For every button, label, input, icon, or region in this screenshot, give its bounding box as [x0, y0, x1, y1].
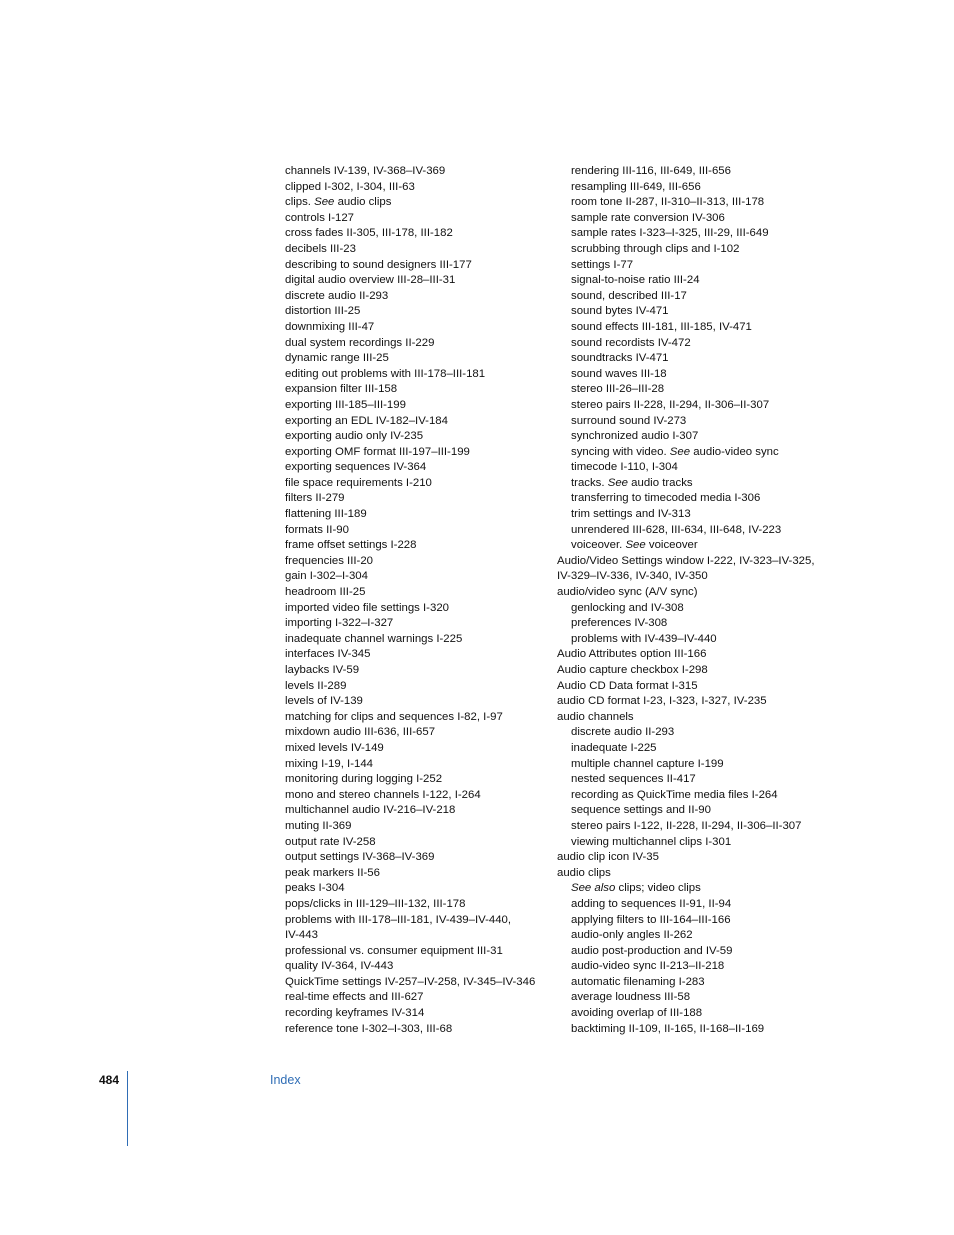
index-entry-text: interfaces IV-345 — [285, 648, 371, 661]
index-entry-text: sound bytes IV-471 — [571, 305, 669, 318]
index-entry-text: backtiming II-109, II-165, II-168–II-169 — [571, 1022, 765, 1035]
index-entry-text: synchronized audio I-307 — [571, 430, 699, 443]
index-entry — [285, 195, 547, 211]
index-entry-text: stereo pairs II-228, II-294, II-306–II-307 — [571, 398, 770, 411]
footer-divider — [127, 1071, 128, 1146]
index-entry-text: exporting an EDL IV-182–IV-184 — [285, 414, 448, 427]
index-entry-text: exporting sequences IV-364 — [285, 461, 427, 474]
index-entry — [285, 663, 547, 679]
index-entry — [557, 741, 832, 757]
index-entry — [285, 835, 547, 851]
index-entry — [557, 320, 832, 336]
index-entry-text: matching for clips and sequences I-82, I-97 — [285, 710, 503, 723]
index-entry-text: Audio CD Data format I-315 — [557, 679, 698, 692]
index-entry — [285, 975, 547, 991]
index-entry — [285, 164, 547, 180]
index-entry-text: audio-video sync II-213–II-218 — [571, 960, 725, 973]
index-entry-text: frame offset settings I-228 — [285, 539, 417, 552]
index-entry — [557, 928, 832, 944]
index-entry — [285, 757, 547, 773]
index-entry-text: sound effects III-181, III-185, IV-471 — [571, 320, 752, 333]
index-entry-text: room tone II-287, II-310–II-313, III-178 — [571, 196, 765, 209]
index-entry-text: adding to sequences II-91, II-94 — [571, 897, 732, 910]
index-entry — [557, 273, 832, 289]
index-entry-text: problems with III-178–III-181, IV-439–IV-440, — [285, 913, 512, 926]
index-entry — [285, 523, 547, 539]
index-entry-text: clipped I-302, I-304, III-63 — [285, 180, 415, 193]
index-entry — [557, 632, 832, 648]
index-entry — [285, 569, 547, 585]
index-entry-text: syncing with video. — [571, 445, 670, 458]
index-entry-text: reference tone I-302–I-303, III-68 — [285, 1022, 453, 1035]
index-entry — [557, 476, 832, 492]
index-entry — [557, 601, 832, 617]
index-entry-text: audio clip icon IV-35 — [557, 851, 659, 864]
index-entry-text: audio CD format I-23, I-323, I-327, IV-235 — [557, 695, 767, 708]
index-entry-text: avoiding overlap of III-188 — [571, 1007, 703, 1020]
index-entry-text: exporting III-185–III-199 — [285, 398, 406, 411]
index-entry — [285, 507, 547, 523]
index-entry — [557, 367, 832, 383]
index-entry-text: formats II-90 — [285, 523, 349, 536]
index-entry — [557, 226, 832, 242]
index-entry-text: automatic filenaming I-283 — [571, 975, 705, 988]
index-entry-text: importing I-322–I-327 — [285, 617, 394, 630]
index-entry — [557, 1006, 832, 1022]
index-entry — [285, 336, 547, 352]
index-entry-text: pops/clicks in III-129–III-132, III-178 — [285, 897, 466, 910]
index-entry — [557, 258, 832, 274]
index-entry-text: exporting audio only IV-235 — [285, 430, 424, 443]
index-entry — [285, 866, 547, 882]
index-entry — [285, 585, 547, 601]
index-entry-text: inadequate I-225 — [571, 741, 657, 754]
index-entry-text: exporting OMF format III-197–III-199 — [285, 445, 470, 458]
index-entry — [285, 803, 547, 819]
index-entry-text: trim settings and IV-313 — [571, 508, 691, 521]
index-entry — [285, 913, 547, 929]
index-entry-text: Audio capture checkbox I-298 — [557, 664, 708, 676]
index-entry-text: peaks I-304 — [285, 882, 345, 895]
index-entry-text: unrendered III-628, III-634, III-648, IV-223 — [571, 523, 782, 536]
index-entry-text: scrubbing through clips and I-102 — [571, 242, 740, 255]
index-entry-text: rendering III-116, III-649, III-656 — [571, 165, 731, 177]
page-number: 484 — [99, 1073, 120, 1087]
index-entry — [557, 211, 832, 227]
cross-reference-target: voiceover — [645, 539, 698, 552]
index-entry — [285, 897, 547, 913]
index-entry — [285, 1006, 547, 1022]
index-entry-text: sound, described III-17 — [571, 289, 687, 302]
index-entry — [557, 990, 832, 1006]
index-entry-text: multiple channel capture I-199 — [571, 757, 724, 770]
index-entry — [557, 913, 832, 929]
index-entry-text: digital audio overview III-28–III-31 — [285, 274, 456, 287]
index-entry-text: mono and stereo channels I-122, I-264 — [285, 788, 481, 801]
index-entry-text: problems with IV-439–IV-440 — [571, 632, 717, 645]
index-entry — [285, 414, 547, 430]
index-entry — [285, 632, 547, 648]
index-entry — [285, 788, 547, 804]
cross-reference-target: audio-video sync — [690, 445, 779, 458]
index-entry-text: mixdown audio III-636, III-657 — [285, 726, 436, 739]
index-entry — [285, 944, 547, 960]
index-entry-text: expansion filter III-158 — [285, 383, 398, 396]
index-entry — [557, 585, 832, 601]
index-entry — [285, 928, 547, 944]
index-entry — [557, 897, 832, 913]
index-column-right — [557, 164, 832, 1037]
index-entry — [285, 741, 547, 757]
index-entry — [557, 336, 832, 352]
index-entry — [557, 647, 832, 663]
index-entry — [557, 975, 832, 991]
index-entry-text: QuickTime settings IV-257–IV-258, IV-345–IV-346 — [285, 975, 536, 988]
index-entry — [557, 460, 832, 476]
index-entry-text: output rate IV-258 — [285, 835, 376, 848]
index-entry-text: applying filters to III-164–III-166 — [571, 913, 731, 926]
index-entry-text: professional vs. consumer equipment III-31 — [285, 944, 503, 957]
index-entry-text: viewing multichannel clips I-301 — [571, 835, 732, 848]
index-entry-text: gain I-302–I-304 — [285, 570, 368, 583]
index-entry — [557, 569, 832, 585]
index-entry — [557, 803, 832, 819]
index-entry-text: describing to sound designers III-177 — [285, 258, 472, 271]
index-entry — [285, 304, 547, 320]
index-entry-text: signal-to-noise ratio III-24 — [571, 274, 700, 287]
index-entry-text: discrete audio II-293 — [571, 726, 675, 739]
index-entry — [557, 772, 832, 788]
index-entry-text: genlocking and IV-308 — [571, 601, 684, 614]
index-entry — [285, 351, 547, 367]
index-entry-text: resampling III-649, III-656 — [571, 180, 701, 193]
index-entry — [285, 382, 547, 398]
index-entry — [557, 788, 832, 804]
cross-reference-label: See — [607, 476, 628, 489]
index-entry — [557, 507, 832, 523]
index-entry-text: multichannel audio IV-216–IV-218 — [285, 804, 456, 817]
index-entry — [285, 538, 547, 554]
index-entry-text: decibels III-23 — [285, 242, 356, 255]
index-entry-text: tracks. — [571, 476, 608, 489]
index-entry — [557, 725, 832, 741]
index-entry-text: stereo pairs I-122, II-228, II-294, II-306–II-307 — [571, 819, 802, 832]
index-entry-text: settings I-77 — [571, 258, 634, 271]
index-entry — [557, 866, 832, 882]
index-entry-text: controls I-127 — [285, 211, 355, 224]
index-entry-text: peak markers II-56 — [285, 866, 380, 879]
index-entry — [557, 523, 832, 539]
index-entry — [557, 944, 832, 960]
index-entry-text: distortion III-25 — [285, 305, 361, 318]
index-entry-text: filters II-279 — [285, 492, 345, 505]
index-entry-text: soundtracks IV-471 — [571, 352, 669, 365]
index-entry-text: flattening III-189 — [285, 508, 367, 521]
index-entry — [557, 819, 832, 835]
index-entry — [285, 990, 547, 1006]
index-entry — [285, 959, 547, 975]
index-entry-text: levels of IV-139 — [285, 695, 363, 708]
index-entry-text: timecode I-110, I-304 — [571, 461, 678, 474]
index-entry — [557, 679, 832, 695]
index-entry-text: clips. — [285, 196, 315, 209]
index-entry-text: audio clips — [557, 866, 611, 879]
index-entry — [285, 289, 547, 305]
index-entry — [557, 414, 832, 430]
index-entry — [557, 242, 832, 258]
index-entry — [557, 304, 832, 320]
index-entry-text: Audio Attributes option III-166 — [557, 648, 707, 661]
index-entry-text: dual system recordings II-229 — [285, 336, 435, 349]
index-entry — [285, 211, 547, 227]
index-entry-text: imported video file settings I-320 — [285, 601, 449, 614]
cross-reference-label: See — [625, 539, 646, 552]
index-entry — [557, 382, 832, 398]
index-entry-text: editing out problems with III-178–III-181 — [285, 367, 486, 380]
index-entry-text: sequence settings and II-90 — [571, 804, 711, 817]
index-entry — [285, 647, 547, 663]
index-entry — [285, 460, 547, 476]
index-entry — [285, 320, 547, 336]
index-entry — [285, 476, 547, 492]
index-entry-text: headroom III-25 — [285, 586, 366, 599]
index-entry-text: downmixing III-47 — [285, 320, 375, 333]
index-entry-text: recording keyframes IV-314 — [285, 1007, 425, 1020]
index-entry — [557, 1022, 832, 1038]
index-entry — [285, 226, 547, 242]
index-entry-text: IV-329–IV-336, IV-340, IV-350 — [557, 570, 708, 583]
index-entry-text: audio channels — [557, 710, 634, 723]
index-entry-text: IV-443 — [285, 929, 318, 942]
cross-reference-target: audio clips — [334, 196, 392, 209]
index-entry — [557, 180, 832, 196]
index-entry — [557, 959, 832, 975]
index-entry-text: dynamic range III-25 — [285, 352, 389, 365]
index-entry-text: average loudness III-58 — [571, 991, 691, 1004]
section-title: Index — [270, 1073, 301, 1087]
index-entry-text: transferring to timecoded media I-306 — [571, 492, 761, 505]
index-entry — [557, 694, 832, 710]
index-entry-text: channels IV-139, IV-368–IV-369 — [285, 165, 446, 177]
index-entry-text: levels II-289 — [285, 679, 347, 692]
index-entry — [557, 616, 832, 632]
index-entry — [557, 710, 832, 726]
index-entry-text: mixed levels IV-149 — [285, 741, 384, 754]
cross-reference-target: audio tracks — [628, 476, 693, 489]
index-entry-text: sound waves III-18 — [571, 367, 667, 380]
index-entry — [557, 538, 832, 554]
index-entry — [285, 445, 547, 461]
index-entry-text: inadequate channel warnings I-225 — [285, 632, 463, 645]
index-entry-text: mixing I-19, I-144 — [285, 757, 373, 770]
index-entry-text: laybacks IV-59 — [285, 664, 360, 676]
index-entry-text: voiceover. — [571, 539, 626, 552]
index-entry — [285, 554, 547, 570]
index-entry — [557, 195, 832, 211]
index-entry-text: monitoring during logging I-252 — [285, 773, 443, 786]
index-entry-text: frequencies III-20 — [285, 554, 374, 567]
index-entry — [285, 850, 547, 866]
index-entry-text: output settings IV-368–IV-369 — [285, 851, 435, 864]
index-entry-text: muting II-369 — [285, 819, 352, 832]
index-entry — [285, 367, 547, 383]
index-entry-text: Audio/Video Settings window I-222, IV-323–IV-325, — [557, 554, 815, 567]
cross-reference-label: See — [669, 445, 691, 458]
index-entry — [557, 554, 832, 570]
index-entry — [557, 398, 832, 414]
index-entry-text: sample rate conversion IV-306 — [571, 211, 725, 224]
index-entry — [285, 725, 547, 741]
index-entry — [285, 273, 547, 289]
index-entry — [285, 1022, 547, 1038]
index-entry — [285, 694, 547, 710]
index-entry — [285, 180, 547, 196]
index-entry — [285, 398, 547, 414]
index-entry — [285, 616, 547, 632]
index-entry — [557, 881, 832, 897]
index-entry — [285, 258, 547, 274]
cross-reference-label: See also — [571, 882, 616, 895]
index-entry-text: sound recordists IV-472 — [571, 336, 691, 349]
index-entry-text: stereo III-26–III-28 — [571, 383, 665, 396]
index-entry-text: audio-only angles II-262 — [571, 929, 693, 942]
index-entry-text: sample rates I-323–I-325, III-29, III-649 — [571, 227, 769, 240]
index-entry-text: discrete audio II-293 — [285, 289, 389, 302]
index-entry — [557, 429, 832, 445]
index-entry — [557, 850, 832, 866]
index-entry-text: audio/video sync (A/V sync) — [557, 586, 698, 599]
index-entry — [557, 835, 832, 851]
index-entry-text: recording as QuickTime media files I-264 — [571, 788, 778, 801]
index-entry — [557, 351, 832, 367]
index-column-left — [285, 164, 547, 1037]
index-entry-text: audio post-production and IV-59 — [571, 944, 733, 957]
index-entry — [557, 445, 832, 461]
index-entry-text: file space requirements I-210 — [285, 476, 432, 489]
index-entry-text: surround sound IV-273 — [571, 414, 687, 427]
cross-reference-label: See — [314, 196, 335, 209]
index-entry — [285, 772, 547, 788]
index-entry — [285, 710, 547, 726]
index-entry — [557, 289, 832, 305]
index-entry-text: quality IV-364, IV-443 — [285, 960, 394, 973]
index-entry-text: real-time effects and III-627 — [285, 991, 424, 1004]
index-entry — [285, 819, 547, 835]
index-entry — [557, 757, 832, 773]
index-entry — [285, 679, 547, 695]
index-entry-text: preferences IV-308 — [571, 617, 668, 630]
index-entry — [557, 663, 832, 679]
index-entry — [557, 164, 832, 180]
index-entry-text: nested sequences II-417 — [571, 773, 696, 786]
index-entry — [285, 491, 547, 507]
index-entry — [557, 491, 832, 507]
cross-reference-target: clips; video clips — [615, 882, 701, 895]
index-entry — [285, 242, 547, 258]
index-entry — [285, 881, 547, 897]
index-entry — [285, 429, 547, 445]
index-entry-text: cross fades II-305, III-178, III-182 — [285, 227, 453, 240]
index-entry — [285, 601, 547, 617]
